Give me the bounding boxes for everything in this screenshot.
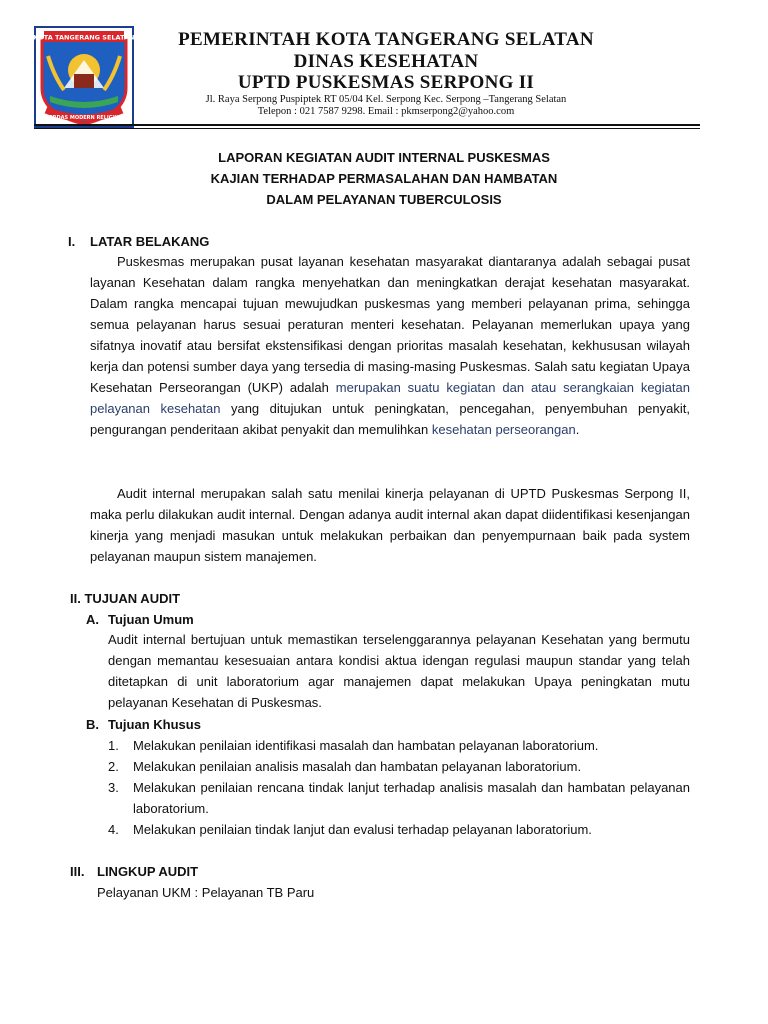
section3-number: III. [70,864,85,879]
section1-paragraph1: Puskesmas merupakan pusat layanan kesehatan masyarakat diantaranya adalah sebagai pusat layanan Kesehatan dalam rangka menyehatkan dan meningkatkan derajat kesehatan masyarakat. Dalam rangka mencapai tujuan mewujudkan puskesmas yang memberi pelayanan prima, sehingga semua pelayanan harus sesuai peraturan menteri kesehatan. Pelayanan memerlukan upaya yang sifatnya inovatif atau bersifat ekstensifikasi dengan prioritas masalah kesehatan, kekhususan wilayah kerja dan potensi sumber daya yang tersedia di masing-masing Puskesmas. Salah satu kegiatan Upaya Kesehatan Perseorangan (UKP) adalah merupakan suatu kegiatan dan atau serangkaian kegiatan pelayanan kesehatan yang ditujukan untuk peningkatan, pencegahan, penyembuhan penyakit, pengurangan penderitaan akibat penyakit dan memulihkan kesehatan perseorangan. [90,254,690,437]
report-title-line3: DALAM PELAYANAN TUBERCULOSIS [266,192,502,207]
letterhead-rule-thin [34,128,700,129]
section2-heading: II. TUJUAN AUDIT [70,591,181,606]
list-item: 4. Melakukan penilaian tindak lanjut dan evalusi terhadap pelayanan laboratorium. [108,822,592,837]
svg-text:CERDAS MODERN RELIGIUS: CERDAS MODERN RELIGIUS [45,115,123,121]
list-item: 3. Melakukan penilaian rencana tindak lanjut terhadap analisis masalah dan hambatan pelayanan laboratorium. [108,780,690,816]
letterhead-line1: PEMERINTAH KOTA TANGERANG SELATAN [178,29,594,50]
report-title-line2: KAJIAN TERHADAP PERMASALAHAN DAN HAMBATAN [210,171,558,186]
letterhead-address: Jl. Raya Serpong Puspiptek RT 05/04 Kel. Serpong Kec. Serpong –Tangerang Selatan [205,94,567,105]
letterhead-contact: Telepon : 021 7587 9298. Email : pkmserpong2@yahoo.com [257,106,515,117]
list-item: 2. Melakukan penilaian analisis masalah dan hambatan pelayanan laboratorium. [108,759,582,774]
section1-number: I. [68,234,76,249]
section3-text: Pelayanan UKM : Pelayanan TB Paru [97,885,315,900]
section2-sub-a-heading: Tujuan Umum [108,612,194,627]
svg-text:KOTA TANGERANG SELATAN: KOTA TANGERANG SELATAN [34,33,134,42]
section1-paragraph2: Audit internal merupakan salah satu menilai kinerja pelayanan di UPTD Puskesmas Serpong II, maka perlu dilakukan audit internal. Dengan adanya audit internal akan dapat diidentifikasi kesenjangan kinerja yang menjadi masukan untuk melakukan perbaikan dan penyempurnaan baik pada system pelayanan maupun sistem manajemen. [90,486,690,564]
section3-heading: LINGKUP AUDIT [97,864,199,879]
letterhead-line2: DINAS KESEHATAN [293,51,479,72]
section2-general-purpose: Audit internal bertujuan untuk memastikan terselenggarannya pelayanan Kesehatan yang bermutu dengan memantau kesesuaian antara kondisi aktua idengan regulasi maupun standar yang telah ditetapkan di unit laboratorium agar manajemen dapat melakukan Upaya peningkatan mutu pelayanan Kesehatan di Puskesmas. [108,632,690,710]
section2-sub-b-heading: Tujuan Khusus [108,717,201,732]
letterhead-rule [34,124,700,126]
section2-sub-a-label: A. [86,612,99,627]
letterhead-line3: UPTD PUSKESMAS SERPONG II [237,72,535,93]
section1-heading: LATAR BELAKANG [90,234,210,249]
section2-sub-b-label: B. [86,717,99,732]
report-title-line1: LAPORAN KEGIATAN AUDIT INTERNAL PUSKESMAS [218,150,550,165]
city-logo [34,26,134,128]
list-item: 1. Melakukan penilaian identifikasi masalah dan hambatan pelayanan laboratorium. [108,738,599,753]
